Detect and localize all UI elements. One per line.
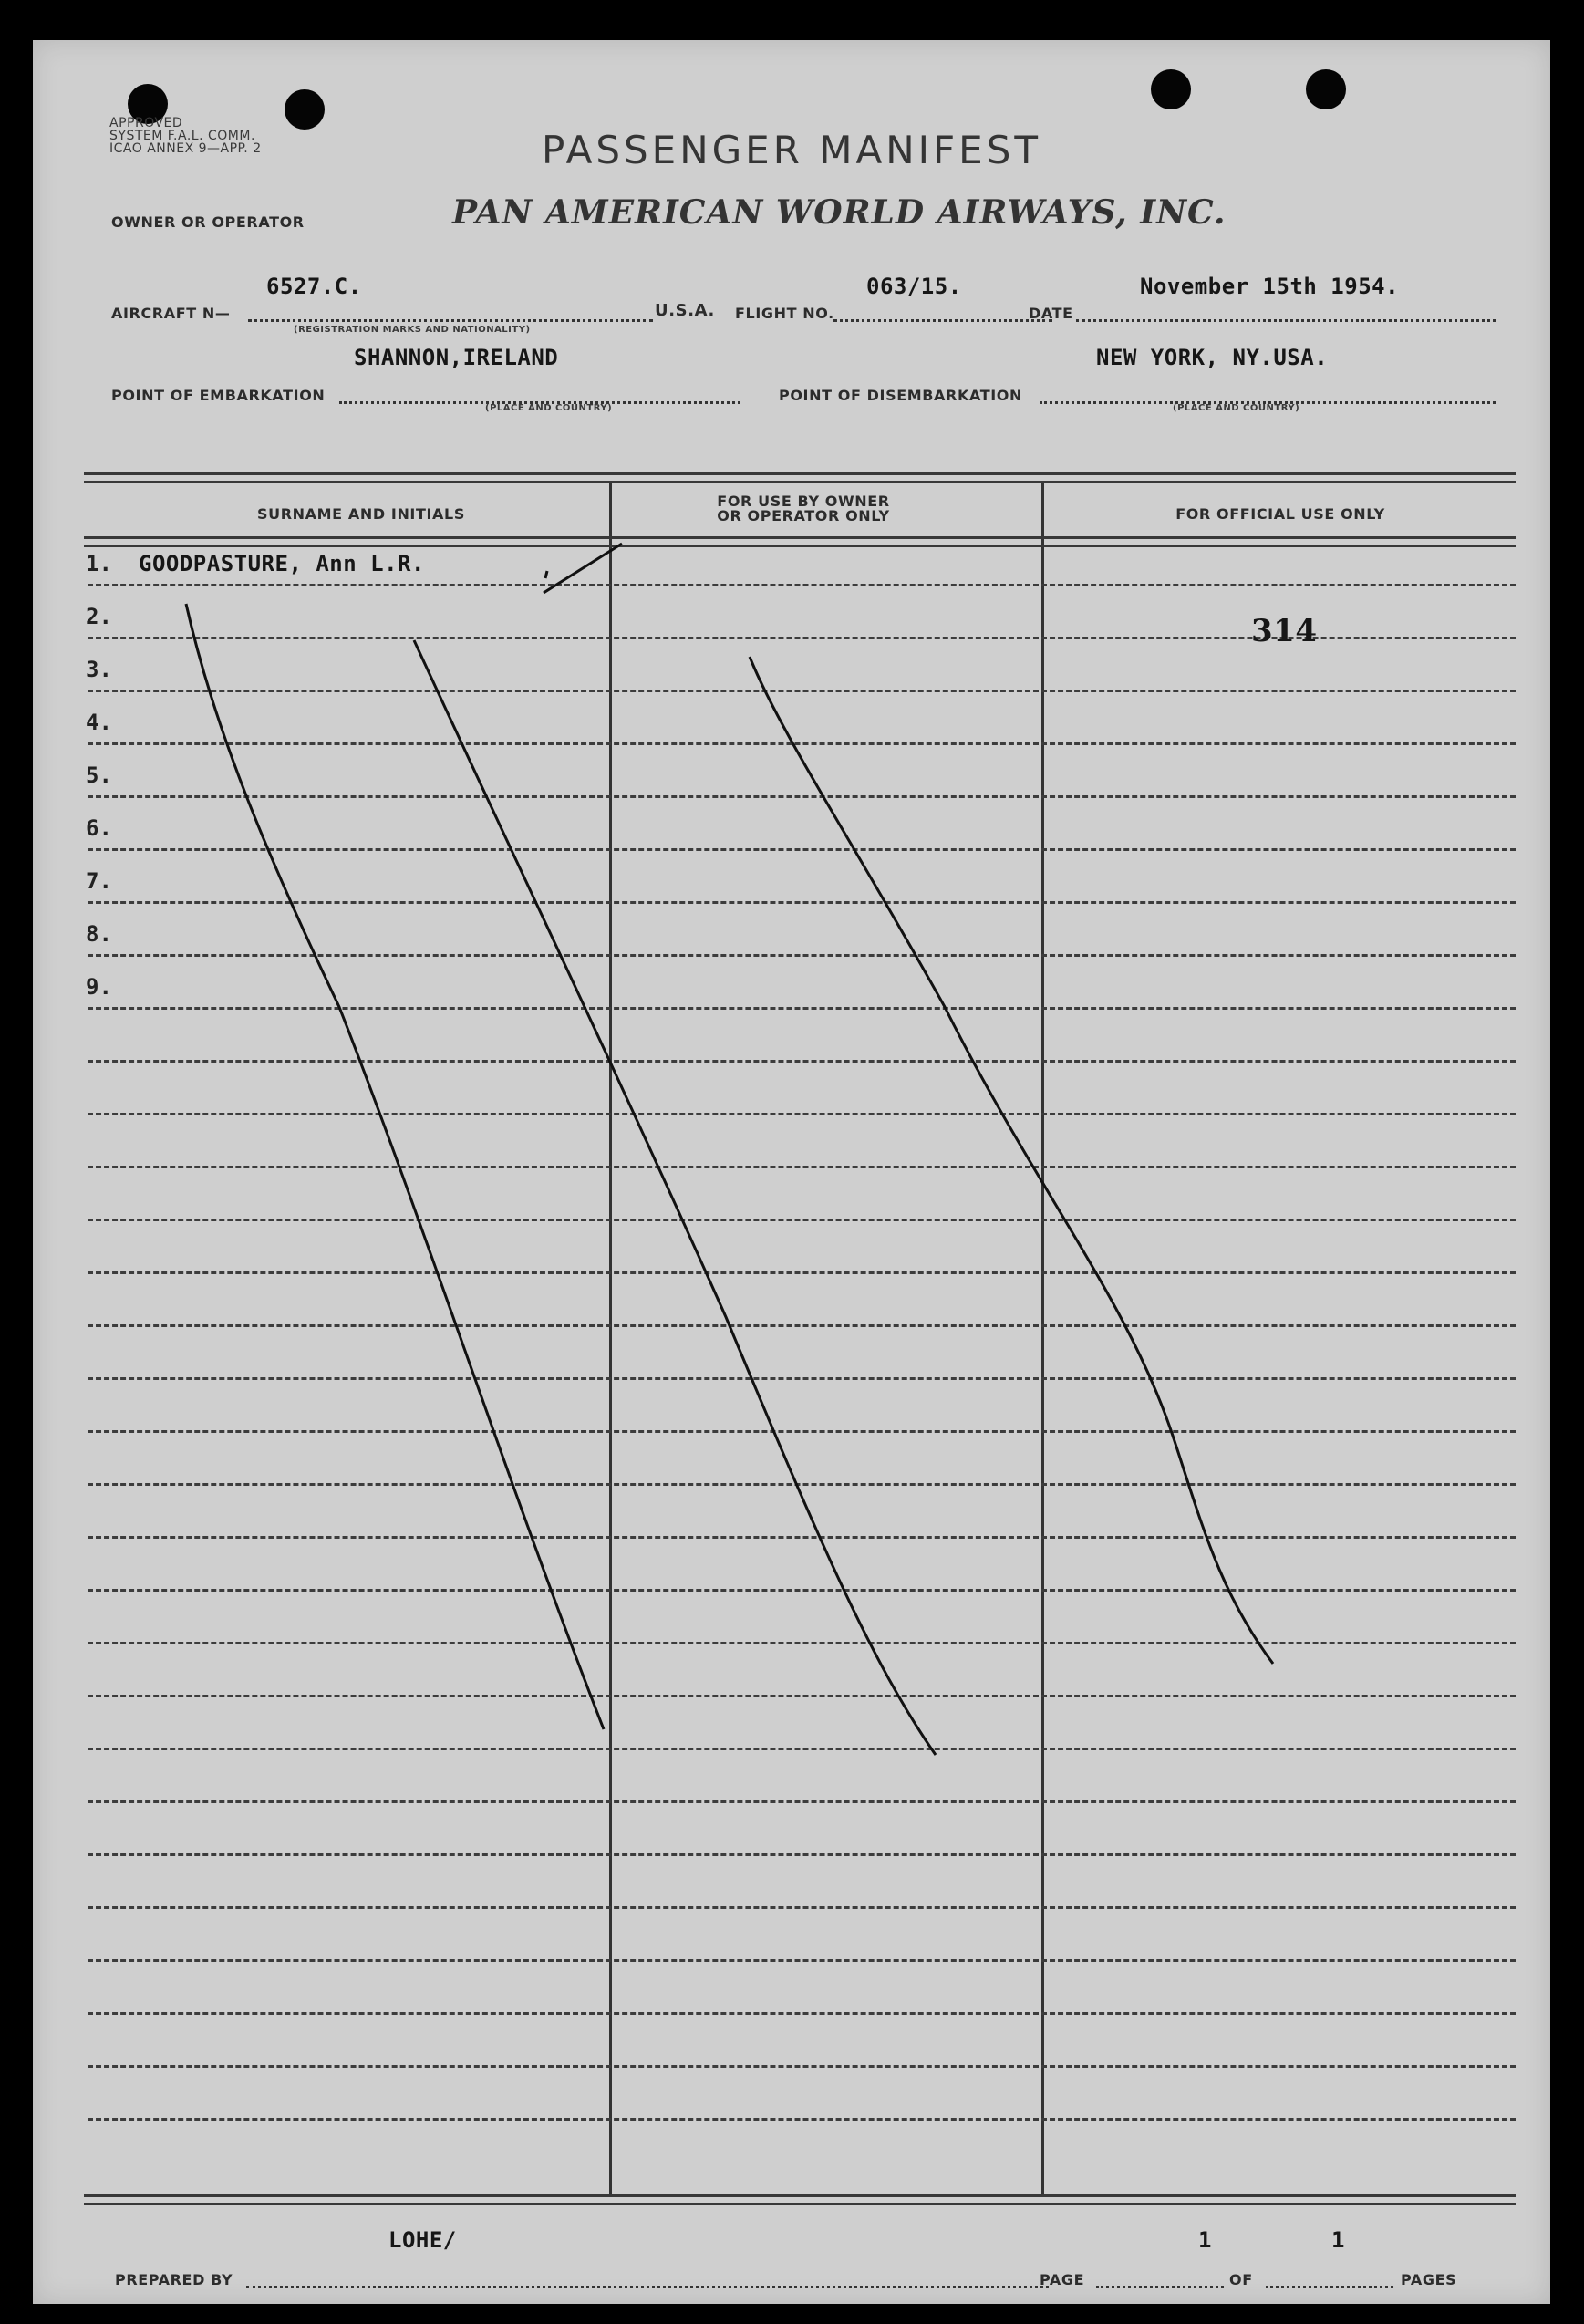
form-title: PASSENGER MANIFEST (541, 128, 1042, 172)
disembarkation-value: NEW YORK, NY.USA. (1096, 345, 1329, 370)
page-label: PAGE (1040, 2271, 1085, 2288)
strike-line (186, 604, 604, 1729)
strike-line (750, 657, 1273, 1664)
approval-line-3: ICAO ANNEX 9—APP. 2 (109, 141, 262, 156)
place-country-caption-1: (PLACE AND COUNTRY) (485, 403, 613, 413)
row-number: 8. (86, 921, 112, 947)
date-value: November 15th 1954. (1140, 274, 1400, 299)
row-number: 9. (86, 974, 112, 1000)
flight-number: 063/15. (866, 274, 962, 299)
col-header-official: FOR OFFICIAL USE ONLY (1175, 505, 1385, 523)
owner-operator-label: OWNER OR OPERATOR (111, 213, 305, 231)
airline-name: PAN AMERICAN WORLD AIRWAYS, INC. (452, 193, 1227, 232)
embarkation-label: POINT OF EMBARKATION (111, 387, 326, 404)
place-country-caption-2: (PLACE AND COUNTRY) (1173, 403, 1300, 413)
manifest-sheet (33, 40, 1550, 2304)
row-number: 5. (86, 763, 112, 788)
row-number: 6. (86, 815, 112, 841)
prepared-by-label: PREPARED BY (115, 2271, 233, 2288)
registration-caption: (REGISTRATION MARKS AND NATIONALITY) (294, 325, 531, 335)
col-header-owner-2: OR OPERATOR ONLY (717, 507, 890, 524)
page-blank (1096, 2286, 1224, 2288)
strike-line (414, 640, 936, 1755)
pages-label: PAGES (1401, 2271, 1457, 2288)
usa-label: U.S.A. (655, 301, 715, 320)
disembarkation-label: POINT OF DISEMBARKATION (779, 387, 1022, 404)
approval-line-2: SYSTEM F.A.L. COMM. (109, 129, 255, 143)
check-mark (544, 544, 622, 593)
aircraft-number: 6527.C. (266, 274, 362, 299)
handwritten-strike-marks (33, 40, 1550, 2304)
prepared-by-blank (246, 2286, 1049, 2288)
prepared-by-value: LOHE/ (388, 2227, 457, 2253)
of-blank (1266, 2286, 1393, 2288)
row-number: 7. (86, 868, 112, 894)
row-number: 4. (86, 710, 112, 735)
col-header-surname: SURNAME AND INITIALS (257, 505, 465, 523)
aircraft-label: AIRCRAFT N— (111, 305, 231, 322)
embarkation-value: SHANNON,IRELAND (354, 345, 559, 370)
approval-line-1: APPROVED (109, 116, 183, 130)
row-number: 3. (86, 657, 112, 682)
official-annotation: 314 (1251, 613, 1318, 649)
page-number: 1 (1198, 2227, 1212, 2253)
of-label: OF (1229, 2271, 1253, 2288)
passenger-name: GOODPASTURE, Ann L.R. (139, 551, 425, 576)
row-number: 1. (86, 551, 112, 576)
col-header-owner-1: FOR USE BY OWNER (717, 493, 890, 510)
date-label: DATE (1029, 305, 1073, 322)
flight-no-label: FLIGHT NO. (735, 305, 834, 322)
page-total: 1 (1331, 2227, 1345, 2253)
row-number: 2. (86, 604, 112, 629)
